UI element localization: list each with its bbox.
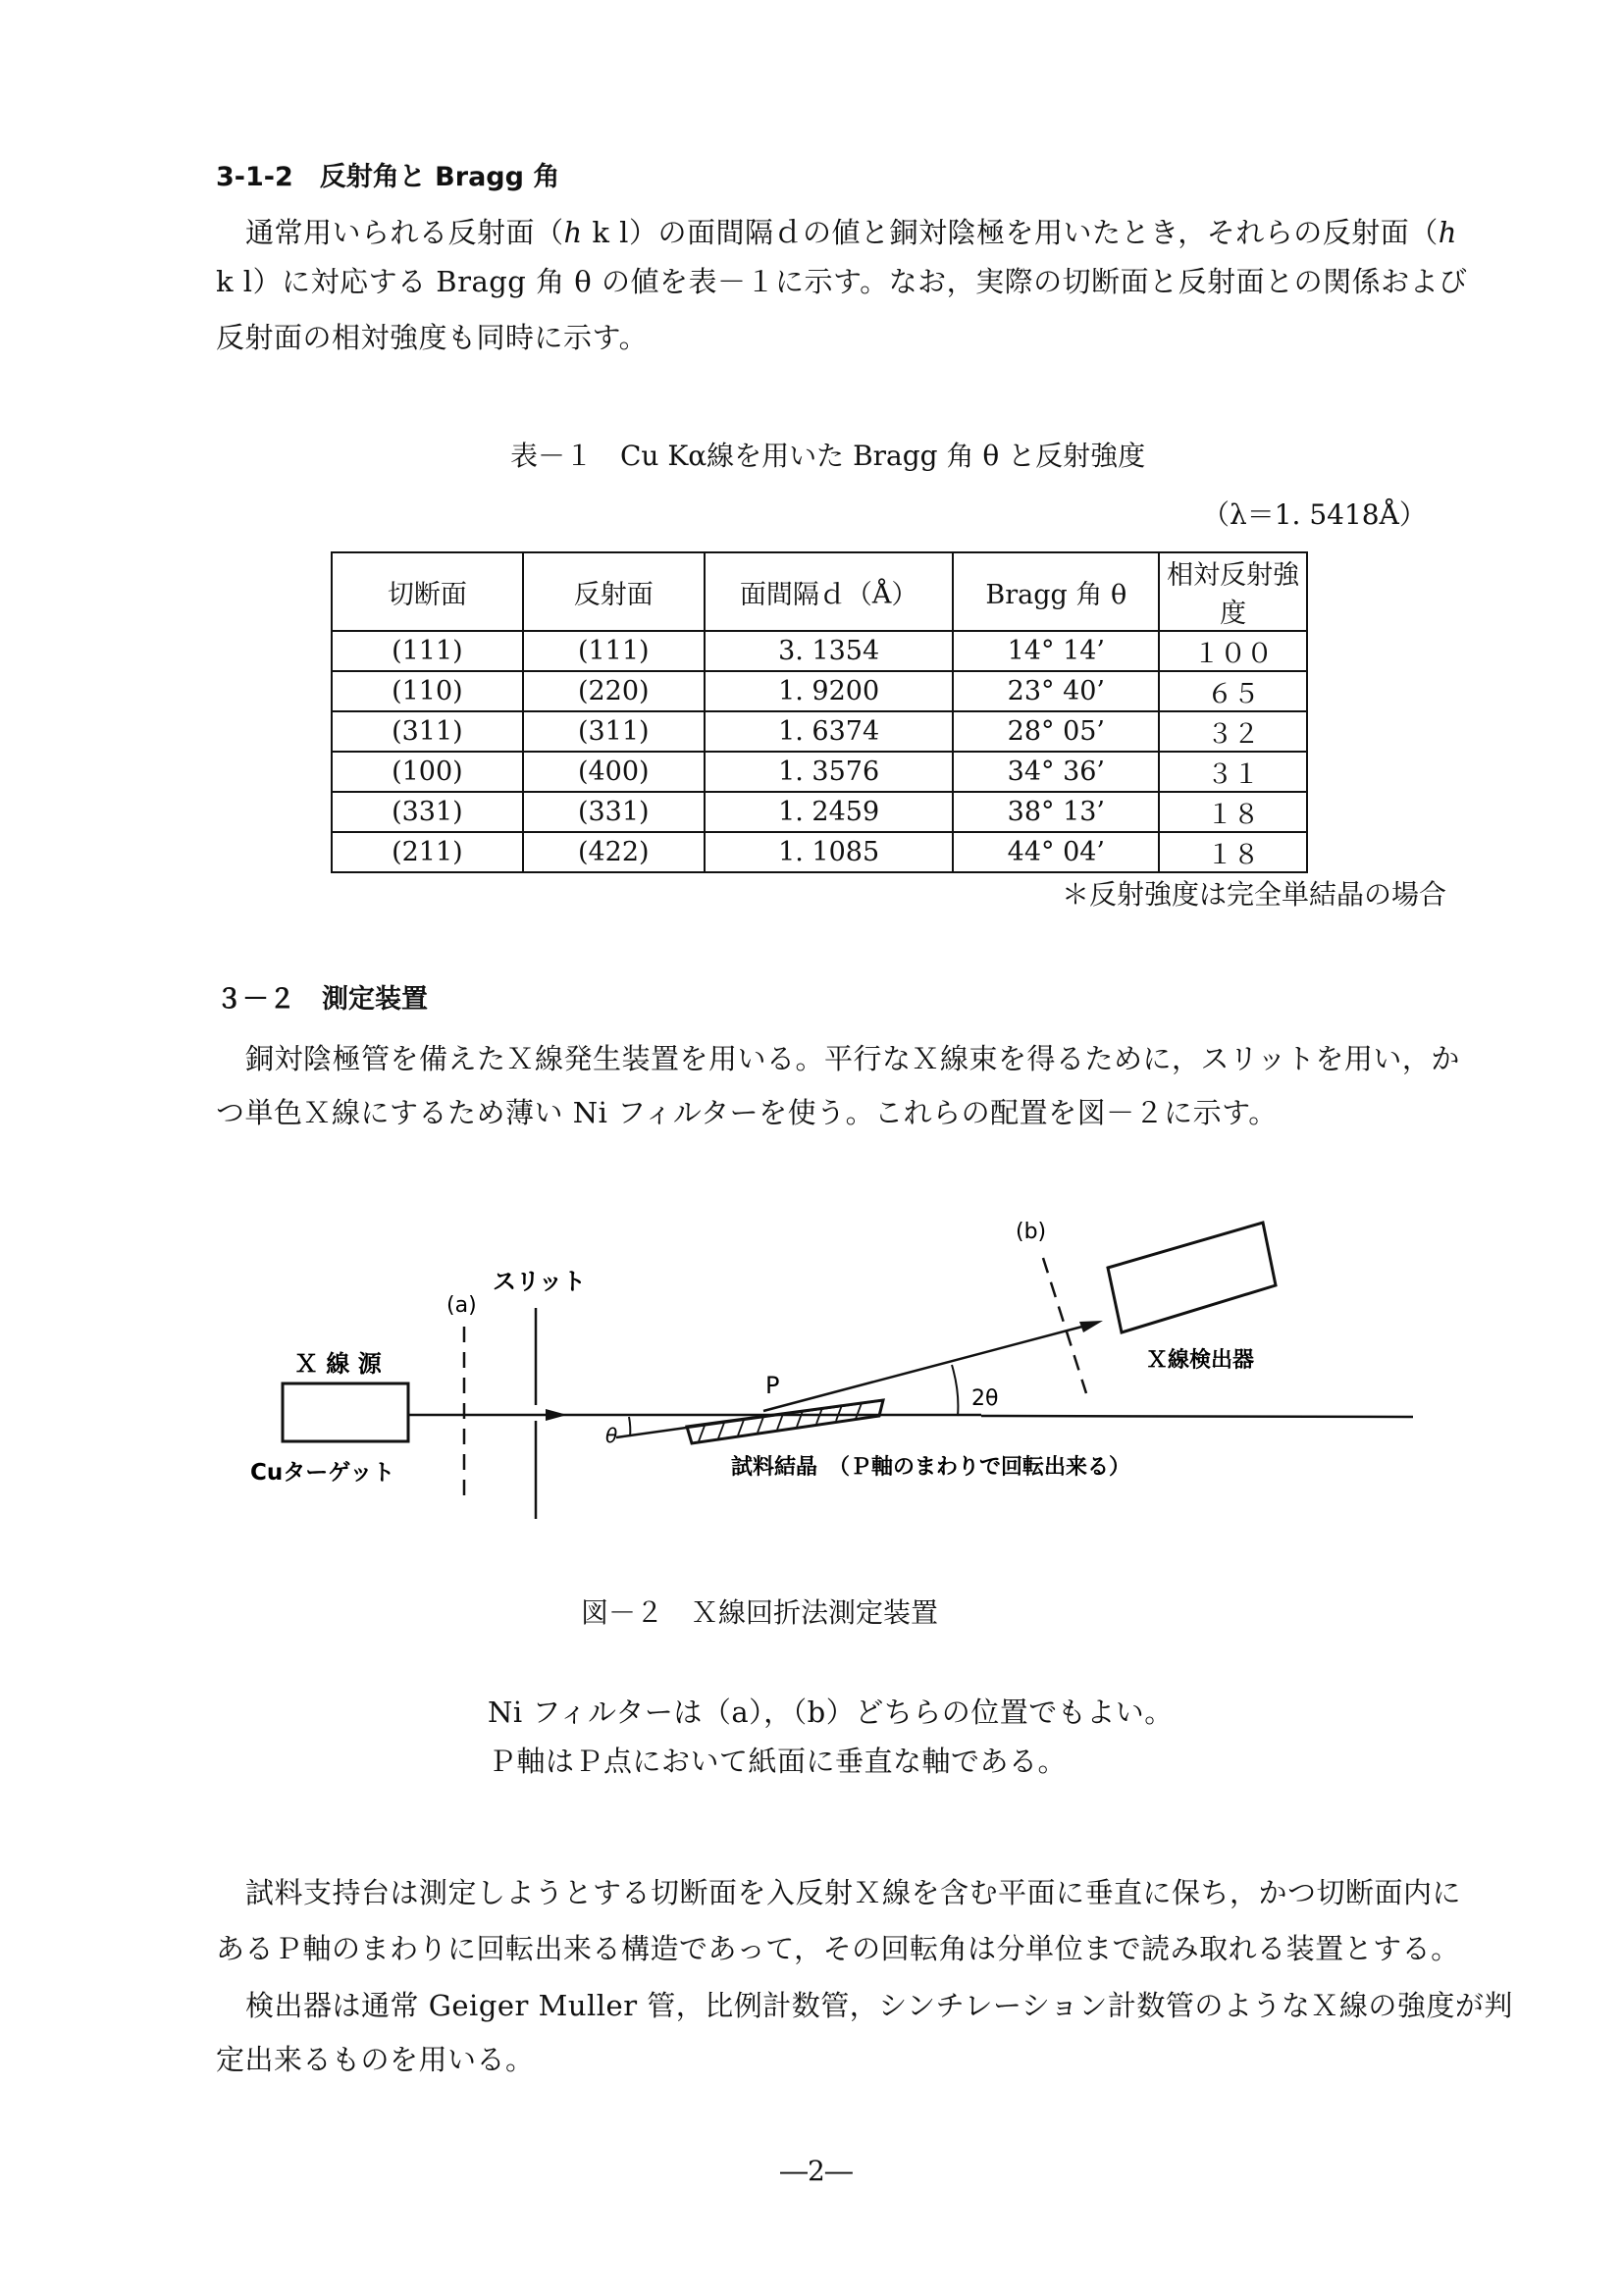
table-cell: (400) [523,752,705,792]
table-cell: 1. 3576 [705,752,954,792]
position-b-label: (b) [1016,1220,1047,1244]
theta-arc [629,1417,630,1436]
table-cell: (100) [332,752,523,792]
wavelength-note: （λ＝1. 5418Å） [1202,498,1427,531]
xray-source-box [283,1383,408,1441]
sample-crystal [687,1400,883,1443]
table-cell: １００ [1159,631,1307,671]
table-cell: 38° 13’ [953,792,1159,832]
paragraph-line: 通常用いられる反射面（ℎ k l）の面間隔ｄの値と銅対陰極を用いたとき，それらの反射面（ℎ [245,216,1457,249]
point-p-label: P [765,1372,780,1399]
table-row [332,671,1307,711]
table-cell: ３２ [1159,711,1307,752]
table-row [332,752,1307,792]
table-row [332,792,1307,832]
figure-note: Ｐ軸はＰ点において紙面に垂直な軸である。 [488,1745,1068,1778]
column-header: 面間隔ｄ（Å） [705,552,954,631]
page-number: ―2― [780,2155,853,2187]
table-cell: ６５ [1159,671,1307,711]
diffracted-arrow-icon [1079,1321,1103,1332]
detector-label: Ｘ線検出器 [1146,1348,1255,1373]
table-cell: (211) [332,832,523,872]
xray-detector-box [1108,1223,1276,1332]
table-cell: 1. 9200 [705,671,954,711]
table-cell: (331) [523,792,705,832]
section-heading-3-1-2: 3-1-2 反射角と Bragg 角 [216,162,560,192]
source-label: Ｘ 線 源 [294,1350,382,1378]
xray-diffraction-diagram [0,1197,1623,1550]
table-row [332,631,1307,671]
column-header: 切断面 [332,552,523,631]
table-cell: (111) [523,631,705,671]
figure-note: Ni フィルターは（a），（b）どちらの位置でもよい。 [488,1696,1174,1729]
figure-caption: 図－２ Ｘ線回折法測定装置 [581,1596,939,1629]
table-row [332,832,1307,872]
table-cell: (111) [332,631,523,671]
table-cell: (311) [332,711,523,752]
table-cell: １８ [1159,832,1307,872]
table-cell: (311) [523,711,705,752]
slit-label: スリット [493,1268,587,1295]
theta-label: θ [605,1424,618,1447]
paragraph-line: k l）に対応する Bragg 角 θ の値を表－１に示す。なお，実際の切断面と反射面との関係および [216,265,1468,298]
column-header: Bragg 角 θ [953,552,1159,631]
two-theta-label: 2θ [971,1386,999,1411]
crystal-label: 試料結晶 （Ｐ軸のまわりで回転出来る） [731,1455,1131,1480]
column-header: 相対反射強度 [1159,552,1307,631]
diffracted-beam [763,1323,1097,1411]
filter-position-b-line [1043,1258,1086,1393]
table-cell: 34° 36’ [953,752,1159,792]
table-header-row [332,552,1307,631]
table-cell: (422) [523,832,705,872]
two-theta-arc [952,1365,958,1416]
table-footnote: ＊反射強度は完全単結晶の場合 [1062,878,1447,911]
target-label: Cuターゲット [250,1460,395,1486]
table-cell: 1. 6374 [705,711,954,752]
column-header: 反射面 [523,552,705,631]
paragraph-line: つ単色Ｘ線にするため薄い Ni フィルターを使う。これらの配置を図－２に示す。 [216,1096,1278,1129]
table-cell: (331) [332,792,523,832]
table-cell: 1. 1085 [705,832,954,872]
beam-arrow-icon [546,1409,567,1421]
table-cell: ３１ [1159,752,1307,792]
table-cell: (220) [523,671,705,711]
table-row [332,711,1307,752]
table-caption: 表－１ Cu Kα線を用いた Bragg 角 θ と反射強度 [510,440,1146,472]
table-cell: 14° 14’ [953,631,1159,671]
paragraph-line: あるＰ軸のまわりに回転出来る構造であって，その回転角は分単位まで読み取れる装置とする。 [216,1932,1460,1965]
table-cell: 3. 1354 [705,631,954,671]
table-cell: 23° 40’ [953,671,1159,711]
paragraph-line: 検出器は通常 Geiger Muller 管，比例計数管，シンチレーション計数管のようなＸ線の強度が判 [245,1989,1513,2022]
paragraph-line: 銅対陰極管を備えたＸ線発生装置を用いる。平行なＸ線束を得るために，スリットを用い，か [245,1042,1460,1075]
paragraph-line: 反射面の相対強度も同時に示す。 [216,321,649,354]
section-heading-3-2: ３－２ 測定装置 [216,984,428,1015]
table-cell: 44° 04’ [953,832,1159,872]
baseline [981,1416,1413,1417]
table-cell: １８ [1159,792,1307,832]
table-cell: 1. 2459 [705,792,954,832]
position-a-label: (a) [446,1293,477,1318]
table-cell: (110) [332,671,523,711]
bragg-angle-table [331,551,1308,873]
paragraph-line: 定出来るものを用いる。 [216,2043,535,2076]
table-cell: 28° 05’ [953,711,1159,752]
paragraph-line: 試料支持台は測定しようとする切断面を入反射Ｘ線を含む平面に垂直に保ち，かつ切断面内に [245,1876,1462,1909]
